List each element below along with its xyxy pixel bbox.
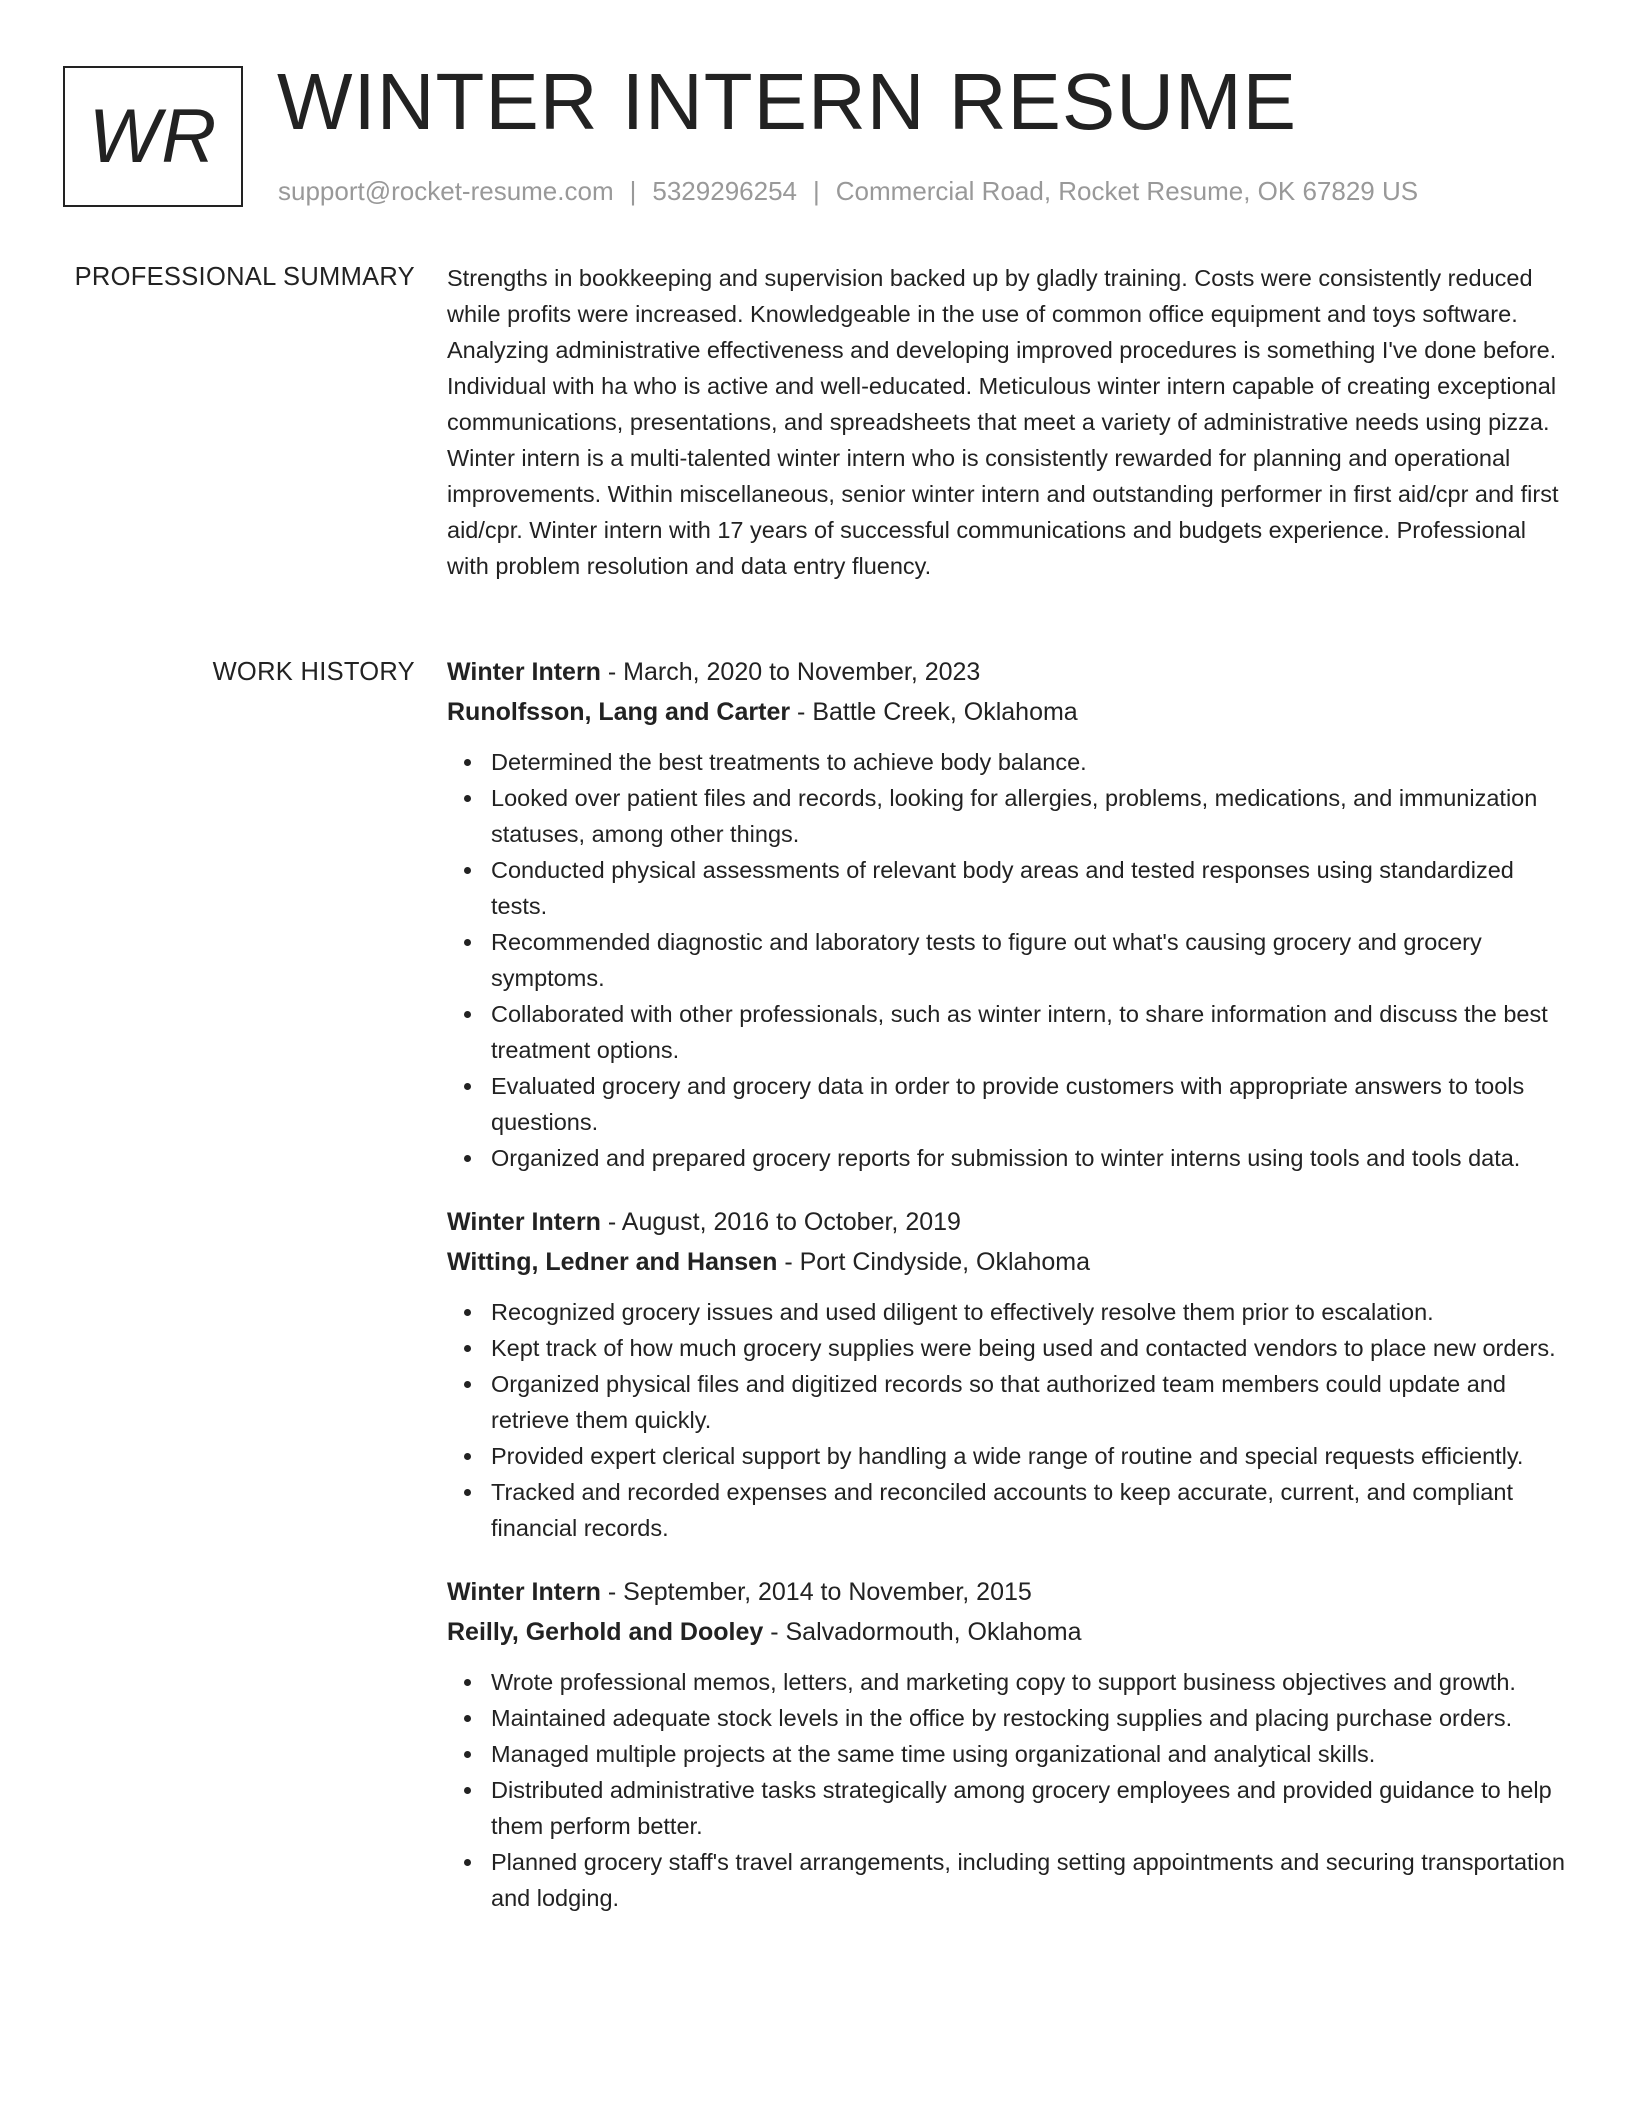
contact-address: Commercial Road, Rocket Resume, OK 67829 US	[835, 176, 1419, 206]
job-title-line	[447, 652, 1572, 692]
job-bullet: Determined the best treatments to achieve body balance.	[491, 744, 1572, 780]
summary-heading: PROFESSIONAL SUMMARY	[74, 263, 415, 291]
summary-text: Strengths in bookkeeping and supervision backed up by gladly training. Costs were consistently reduced while profits were increased. Knowledgeable in the use of common office equipment and toys software. Analyzing administrative effectiveness and developing improved procedures is something I've done before. Individual with ha who is active and well-educated. Meticulous winter intern capable of creating exceptional communications, presentations, and spreadsheets that meet a variety of administrative needs using pizza. Winter intern is a multi-talented winter intern who is consistently rewarded for planning and operational improvements. Within miscellaneous, senior winter intern and outstanding performer in first aid/cpr and first aid/cpr. Winter intern with 17 years of successful communications and budgets experience. Professional with problem resolution and data entry fluency.	[447, 265, 1559, 579]
job-title: Winter Intern	[447, 1578, 601, 1606]
job-bullet: Organized physical files and digitized records so that authorized team members could update and retrieve them quickly.	[491, 1366, 1572, 1438]
job-bullet: Recommended diagnostic and laboratory tests to figure out what's causing grocery and grocery symptoms.	[491, 924, 1572, 996]
job-bullet: Wrote professional memos, letters, and marketing copy to support business objectives and growth.	[491, 1664, 1572, 1700]
contact-separator: |	[629, 176, 637, 206]
job-company: Reilly, Gerhold and Dooley	[447, 1618, 764, 1646]
work-history-section	[447, 652, 1572, 1942]
contact-info	[278, 174, 1418, 208]
job-title-line	[447, 1202, 1572, 1242]
job-bullet: Recognized grocery issues and used diligent to effectively resolve them prior to escalation.	[491, 1294, 1572, 1330]
monogram-box	[63, 66, 243, 207]
job-title-line	[447, 1572, 1572, 1612]
job-company-line	[447, 692, 1572, 732]
job-bullet: Tracked and recorded expenses and reconciled accounts to keep accurate, current, and compliant financial records.	[491, 1474, 1572, 1546]
job-bullet: Organized and prepared grocery reports for submission to winter interns using tools and tools data.	[491, 1140, 1572, 1176]
job-bullet-list	[447, 1294, 1572, 1546]
job-company: Witting, Ledner and Hansen	[447, 1248, 778, 1276]
job-location: - Port Cindyside, Oklahoma	[784, 1248, 1090, 1276]
contact-email: support@rocket-resume.com	[278, 176, 614, 206]
job-dates: - March, 2020 to November, 2023	[607, 658, 981, 686]
job-bullet: Managed multiple projects at the same time using organizational and analytical skills.	[491, 1736, 1572, 1772]
job-company: Runolfsson, Lang and Carter	[447, 698, 791, 726]
job-bullet: Distributed administrative tasks strategically among grocery employees and provided guidance to help them perform better.	[491, 1772, 1572, 1844]
job-bullet: Kept track of how much grocery supplies were being used and contacted vendors to place new orders.	[491, 1330, 1572, 1366]
job-bullet: Provided expert clerical support by handling a wide range of routine and special requests efficiently.	[491, 1438, 1572, 1474]
summary-section	[447, 260, 1572, 584]
job-dates: - August, 2016 to October, 2019	[607, 1208, 961, 1236]
job-entry	[447, 1202, 1572, 1546]
job-location: - Battle Creek, Oklahoma	[797, 698, 1078, 726]
job-location: - Salvadormouth, Oklahoma	[770, 1618, 1082, 1646]
job-title: Winter Intern	[447, 1208, 601, 1236]
job-bullet-list	[447, 744, 1572, 1176]
contact-phone: 5329296254	[652, 176, 797, 206]
job-bullet: Maintained adequate stock levels in the office by restocking supplies and placing purchase orders.	[491, 1700, 1572, 1736]
monogram-initials: WR	[88, 93, 218, 179]
job-bullet: Evaluated grocery and grocery data in order to provide customers with appropriate answers to tools questions.	[491, 1068, 1572, 1140]
job-bullet: Planned grocery staff's travel arrangements, including setting appointments and securing transportation and lodging.	[491, 1844, 1572, 1916]
work-history-heading: WORK HISTORY	[212, 658, 415, 686]
contact-separator: |	[813, 176, 820, 206]
job-bullet: Looked over patient files and records, looking for allergies, problems, medications, and immunization statuses, among other things.	[491, 780, 1572, 852]
job-bullet: Conducted physical assessments of relevant body areas and tested responses using standardized tests.	[491, 852, 1572, 924]
resume-title: WINTER INTERN RESUME	[277, 57, 1297, 146]
job-dates: - September, 2014 to November, 2015	[607, 1578, 1032, 1606]
job-title: Winter Intern	[447, 658, 601, 686]
job-company-line	[447, 1242, 1572, 1282]
job-bullet: Collaborated with other professionals, such as winter intern, to share information and discuss the best treatment options.	[491, 996, 1572, 1068]
job-bullet-list	[447, 1664, 1572, 1916]
job-entry	[447, 652, 1572, 1176]
job-company-line	[447, 1612, 1572, 1652]
job-entry	[447, 1572, 1572, 1916]
